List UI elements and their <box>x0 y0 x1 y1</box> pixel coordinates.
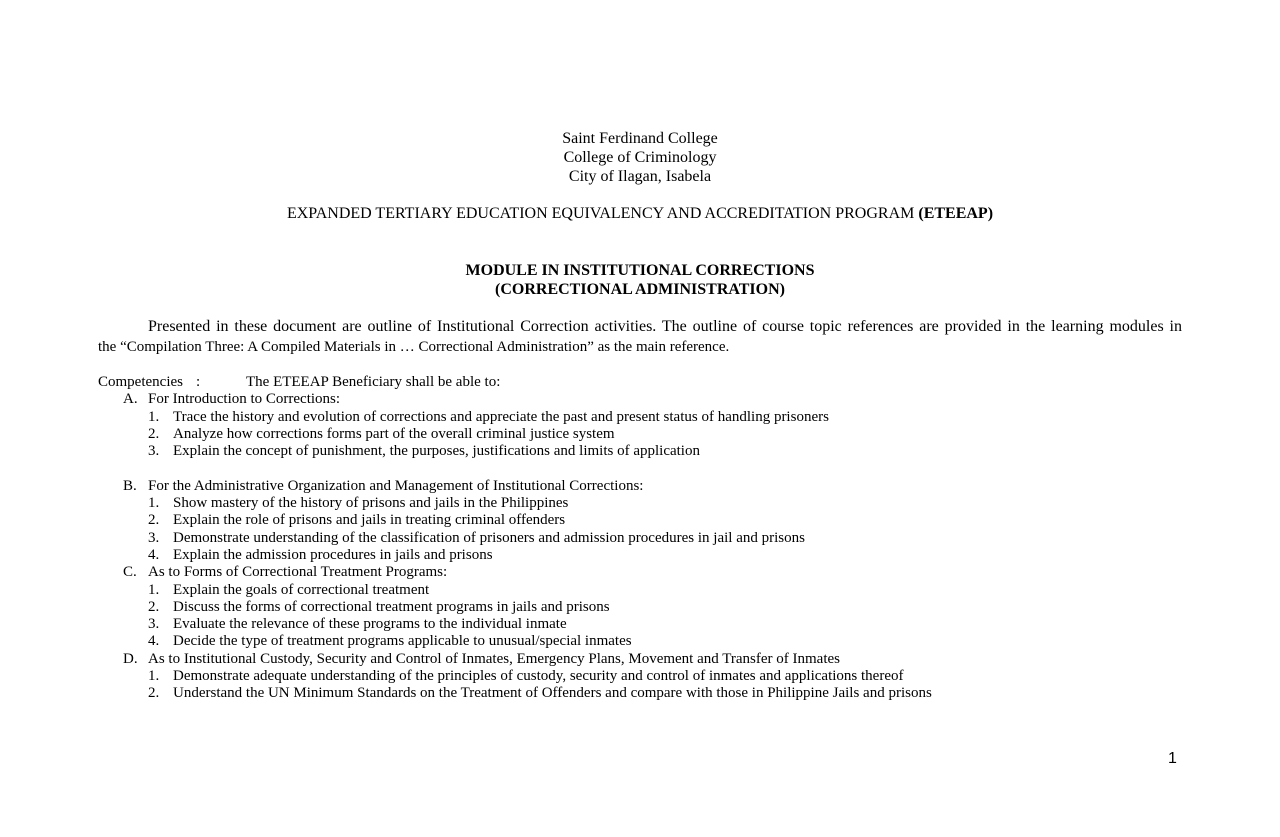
item-text: Discuss the forms of correctional treatment programs in jails and prisons <box>173 598 610 615</box>
section-marker: D. <box>123 650 138 667</box>
item-number: 2. <box>148 685 160 702</box>
list-item <box>98 426 1198 443</box>
section-marker: C. <box>123 564 137 581</box>
section-title: For Introduction to Corrections: <box>148 391 341 408</box>
item-number: 1. <box>148 408 160 425</box>
list-item <box>98 443 1198 460</box>
program-acronym: (ETEEAP) <box>918 205 994 222</box>
module-title-line1: MODULE IN INSTITUTIONAL CORRECTIONS <box>465 262 815 279</box>
intro-line2: the “Compilation Three: A Compiled Materials in … Correctional Administration” as the main reference. <box>98 339 730 355</box>
item-number: 4. <box>148 633 160 650</box>
list-item <box>98 633 1198 650</box>
item-number: 3. <box>148 616 160 633</box>
item-number: 1. <box>148 581 160 598</box>
item-number: 2. <box>148 598 160 615</box>
section-marker: A. <box>123 391 138 408</box>
item-text: Explain the role of prisons and jails in treating criminal offenders <box>173 512 566 529</box>
intro-line1: Presented in these document are outline of Institutional Correction activities. The outline of course topic references are provided in the learning modules in <box>148 318 1182 335</box>
item-text: Show mastery of the history of prisons and jails in the Philippines <box>173 495 569 512</box>
college-name: College of Criminology <box>563 149 717 166</box>
competencies-block <box>98 374 1198 703</box>
competencies-label: Competencies <box>98 374 183 390</box>
item-number: 2. <box>148 425 160 442</box>
section-a <box>98 391 1198 408</box>
list-item <box>98 599 1198 616</box>
list-item <box>98 668 1198 685</box>
competencies-header <box>98 374 1198 391</box>
page-number: 1 <box>1168 750 1177 767</box>
list-item <box>98 685 1198 702</box>
intro-paragraph <box>98 317 1182 357</box>
section-title: For the Administrative Organization and Management of Institutional Corrections: <box>148 477 644 494</box>
program-name: EXPANDED TERTIARY EDUCATION EQUIVALENCY AND ACCREDITATION PROGRAM <box>286 205 915 222</box>
section-title: As to Institutional Custody, Security and Control of Inmates, Emergency Plans, Movement and Transfer of Inmates <box>148 650 840 667</box>
list-item <box>98 616 1198 633</box>
module-title-line2: (CORRECTIONAL ADMINISTRATION) <box>495 281 785 298</box>
section-b <box>98 478 1198 495</box>
section-c <box>98 564 1198 581</box>
item-text: Demonstrate understanding of the classification of prisoners and admission procedures in jail and prisons <box>173 529 805 546</box>
section-title: As to Forms of Correctional Treatment Programs: <box>148 564 448 581</box>
list-item <box>98 547 1198 564</box>
list-item <box>98 512 1198 529</box>
item-number: 4. <box>148 546 160 563</box>
item-number: 1. <box>148 495 160 512</box>
item-text: Understand the UN Minimum Standards on the Treatment of Offenders and compare with those in Philippine Jails and prisons <box>173 685 932 702</box>
item-number: 1. <box>148 668 160 685</box>
item-text: Trace the history and evolution of corrections and appreciate the past and present status of handling prisoners <box>173 408 829 425</box>
program-title <box>0 205 1280 223</box>
item-text: Explain the goals of correctional treatment <box>173 581 430 598</box>
list-item <box>98 530 1198 547</box>
item-text: Explain the concept of punishment, the purposes, justifications and limits of application <box>173 443 700 460</box>
item-text: Demonstrate adequate understanding of the principles of custody, security and control of inmates and applications thereof <box>173 668 904 685</box>
item-number: 3. <box>148 529 160 546</box>
item-number: 2. <box>148 512 160 529</box>
section-marker: B. <box>123 477 137 494</box>
item-text: Analyze how corrections forms part of the overall criminal justice system <box>173 425 615 442</box>
item-text: Explain the admission procedures in jails and prisons <box>173 546 493 563</box>
item-number: 3. <box>148 443 160 460</box>
list-item <box>98 582 1198 599</box>
item-text: Evaluate the relevance of these programs to the individual inmate <box>173 616 567 633</box>
list-item <box>98 409 1198 426</box>
item-text: Decide the type of treatment programs applicable to unusual/special inmates <box>173 633 632 650</box>
competencies-colon: : <box>196 374 201 390</box>
college-location: City of Ilagan, Isabela <box>568 168 712 185</box>
section-d <box>98 651 1198 668</box>
list-item <box>98 495 1198 512</box>
competencies-lead: The ETEEAP Beneficiary shall be able to: <box>246 374 501 390</box>
institution-name: Saint Ferdinand College <box>562 130 718 147</box>
